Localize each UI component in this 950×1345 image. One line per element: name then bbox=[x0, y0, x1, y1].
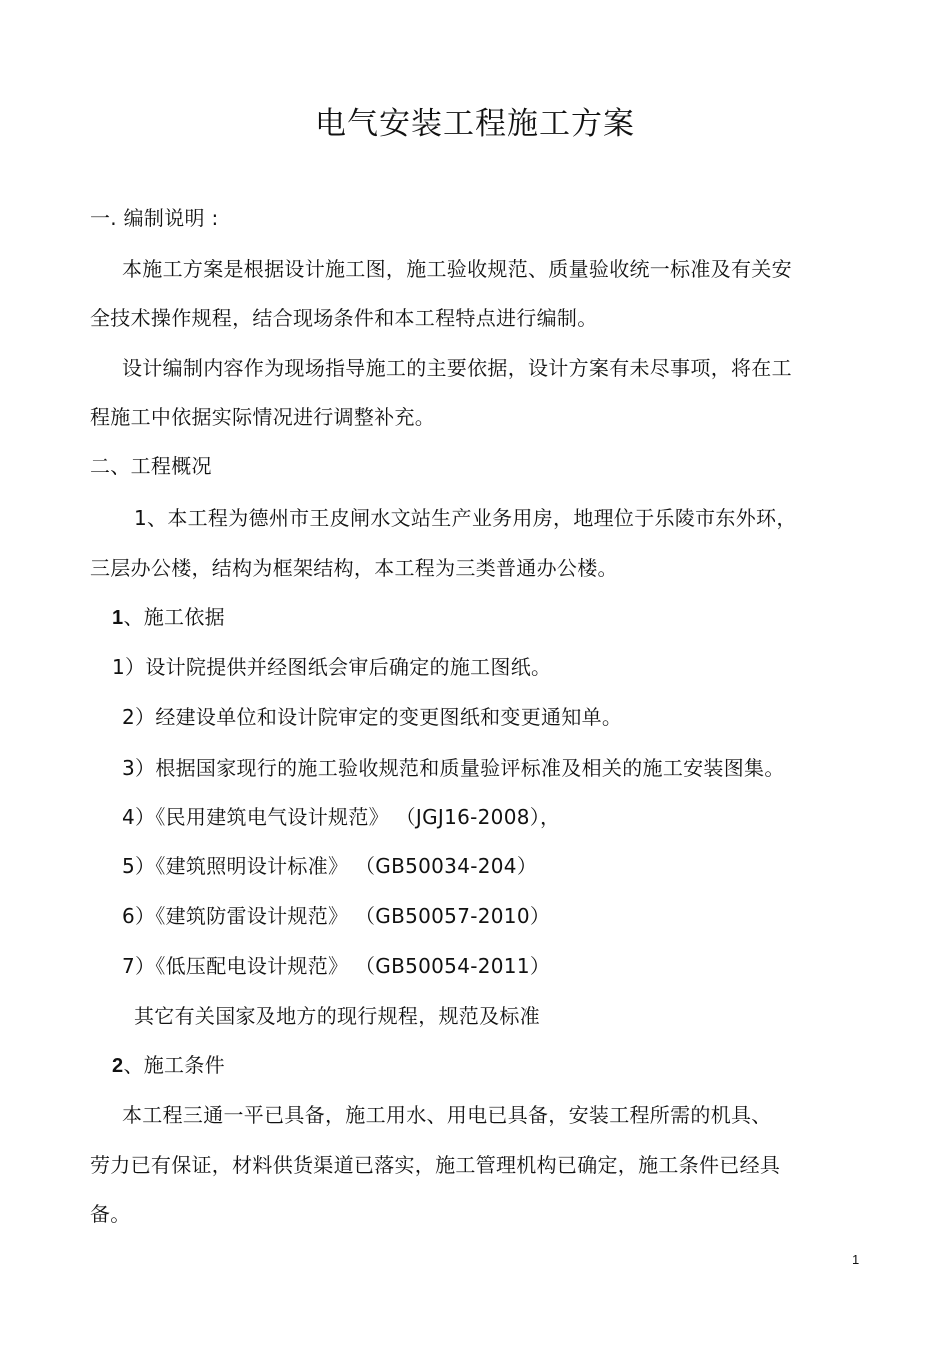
conditions-heading-label: 、施工条件 bbox=[123, 1053, 225, 1077]
section2-heading: 二、工程概况 bbox=[90, 454, 212, 478]
conditions-heading-number: 2 bbox=[112, 1055, 124, 1077]
document-title: 电气安装工程施工方案 bbox=[315, 106, 635, 142]
section1-paragraph2-line1: 设计编制内容作为现场指导施工的主要依据，设计方案有未尽事项，将在工 bbox=[122, 356, 792, 380]
basis-heading-number: 1 bbox=[112, 607, 124, 629]
basis-item-4: 4）《民用建筑电气设计规范》 （JGJ16-2008）， bbox=[122, 805, 561, 829]
basis-heading-label: 、施工依据 bbox=[123, 605, 225, 629]
section1-paragraph2-line2: 程施工中依据实际情况进行调整补充。 bbox=[90, 405, 436, 429]
section1-paragraph1-line1: 本施工方案是根据设计施工图，施工验收规范、质量验收统一标准及有关安 bbox=[122, 257, 792, 281]
page-number: 1 bbox=[852, 1252, 860, 1267]
conditions-line3: 备。 bbox=[90, 1202, 131, 1226]
conditions-line1: 本工程三通一平已具备，施工用水、用电已具备，安装工程所需的机具、 bbox=[122, 1103, 772, 1127]
basis-item-2: 2）经建设单位和设计院审定的变更图纸和变更通知单。 bbox=[122, 705, 623, 729]
section1-paragraph1-line2: 全技术操作规程，结合现场条件和本工程特点进行编制。 bbox=[90, 306, 598, 330]
basis-item-3: 3）根据国家现行的施工验收规范和质量验评标准及相关的施工安装图集。 bbox=[122, 756, 785, 780]
basis-item-1: 1）设计院提供并经图纸会审后确定的施工图纸。 bbox=[112, 655, 552, 679]
conditions-line2: 劳力已有保证，材料供货渠道已落实，施工管理机构已确定，施工条件已经具 bbox=[90, 1153, 781, 1177]
section1-heading: 一. 编制说明 : bbox=[90, 206, 219, 230]
basis-item-6: 6）《建筑防雷设计规范》 （GB50057-2010） bbox=[122, 904, 551, 928]
basis-item-7: 7）《低压配电设计规范》 （GB50054-2011） bbox=[122, 954, 551, 978]
section2-paragraph1-line1: 1、本工程为德州市王皮闸水文站生产业务用房，地理位于乐陵市东外环， bbox=[134, 506, 797, 530]
section2-paragraph1-line2: 三层办公楼，结构为框架结构，本工程为三类普通办公楼。 bbox=[90, 556, 618, 580]
basis-heading bbox=[112, 604, 225, 631]
basis-other-standards: 其它有关国家及地方的现行规程，规范及标准 bbox=[134, 1004, 540, 1028]
conditions-heading bbox=[112, 1052, 225, 1079]
basis-item-5: 5）《建筑照明设计标准》 （GB50034-204） bbox=[122, 854, 538, 878]
